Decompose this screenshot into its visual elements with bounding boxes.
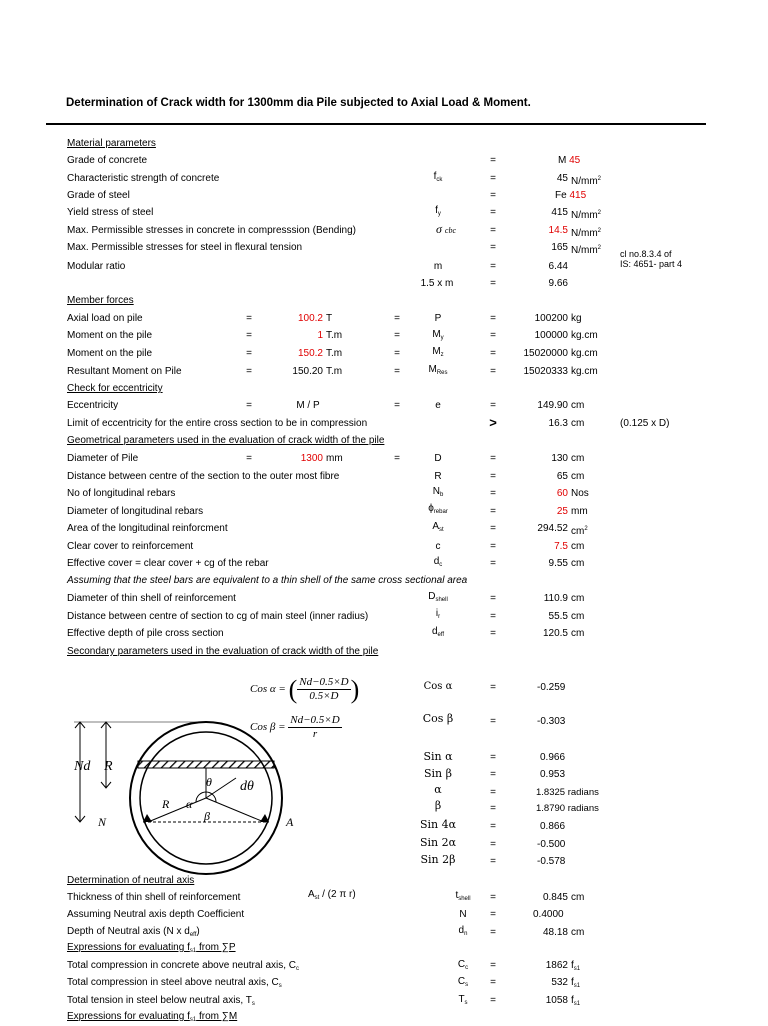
- sin-2beta-value: -0.578: [537, 856, 566, 867]
- sst-note-1: cl no.8.3.4 of: [620, 249, 672, 259]
- limit-label: Limit of eccentricity for the entire cross section to be in compression: [67, 418, 368, 429]
- n-coef-value: 0.4000: [533, 909, 564, 920]
- deff-value: 120.5: [542, 628, 568, 639]
- dc-value: 9.55: [548, 558, 568, 569]
- limit-value: 16.3: [548, 418, 568, 429]
- eq-sign: =: [490, 155, 496, 166]
- my-input-unit: T.m: [326, 330, 343, 341]
- section-material-heading: Material parameters: [67, 138, 156, 149]
- eq-sign: =: [490, 541, 496, 552]
- mz-unit: kg.cm: [571, 348, 598, 359]
- m-value: 6.44: [548, 261, 568, 272]
- nb-label: No of longitudinal rebars: [67, 488, 176, 499]
- sst-label: Max. Permissible stresses for steel in flexural tension: [67, 242, 303, 253]
- eq-sign: =: [246, 453, 252, 464]
- eq-sign: =: [490, 348, 496, 359]
- r-label: Distance between centre of the section to the outer most fibre: [67, 471, 340, 482]
- fck-value: 45: [556, 173, 568, 184]
- alpha-symbol: α: [434, 783, 442, 796]
- grade-concrete-value: M 45: [558, 155, 581, 166]
- r-symbol: R: [434, 471, 442, 482]
- eq-sign: =: [490, 803, 496, 814]
- eq-sign: =: [490, 769, 496, 780]
- phi-symbol: $\phi_{rebar}$: [428, 503, 448, 515]
- r-dim-label: R: [104, 759, 113, 774]
- m15-symbol: 1.5 x m: [420, 278, 454, 289]
- phi-label: Diameter of longitudinal rebars: [67, 506, 204, 517]
- eq-sign: =: [490, 190, 496, 201]
- mz-input: 150.2: [297, 348, 323, 359]
- eq-sign: =: [490, 400, 496, 411]
- scbc-unit: $N/mm^2$: [571, 228, 602, 239]
- mres-unit: kg.cm: [571, 366, 598, 377]
- m15-value: 9.66: [548, 278, 568, 289]
- eq-sign: =: [490, 995, 496, 1006]
- ts-unit: $f_{s1}$: [571, 995, 581, 1007]
- n-coef-label: Assuming Neutral axis depth Coefficient: [67, 909, 245, 920]
- limit-note: (0.125 x D): [620, 418, 670, 429]
- eq-sign: =: [490, 682, 496, 693]
- sin-4alpha-value: 0.866: [540, 821, 566, 832]
- p-value: 100200: [534, 313, 568, 324]
- gt-sign: >: [489, 415, 497, 430]
- section-fs1-p-heading: Expressions for evaluating $f_{s1}$ from ∑P: [67, 942, 236, 954]
- nb-symbol: $N_b$: [432, 486, 444, 498]
- eq-sign: =: [490, 977, 496, 988]
- eq-sign: =: [246, 366, 252, 377]
- cos-alpha-value: -0.259: [537, 682, 566, 693]
- nd-label: Nd: [74, 759, 91, 774]
- ast-label: Area of the longitudinal reinforcment: [67, 523, 228, 534]
- scbc-label: Max. Permissible stresses in concrete in compresssion (Bending): [67, 225, 356, 236]
- my-value: 100000: [534, 330, 568, 341]
- eq-sign: =: [490, 453, 496, 464]
- modular-ratio-label: Modular ratio: [67, 261, 126, 272]
- cos-alpha-formula: Cos α = ( $\frac{Nd-0.5\times D}{0.5\times D}$ ): [250, 675, 360, 704]
- r-value: 65: [556, 471, 568, 482]
- cs-symbol: $C_s$: [457, 976, 469, 988]
- eq-sign: =: [490, 242, 496, 253]
- ast-unit: $cm^2$: [571, 526, 588, 537]
- cc-symbol: $C_c$: [457, 959, 469, 971]
- eq-sign: =: [490, 960, 496, 971]
- fy-unit: $N/mm^2$: [571, 210, 602, 221]
- sst-note-2: IS: 4651- part 4: [620, 259, 683, 269]
- grade-steel-value: Fe 415: [555, 190, 587, 201]
- alpha-value: 1.8325 radians: [536, 787, 599, 798]
- e-symbol: e: [435, 400, 441, 411]
- pile-section-diagram: [66, 718, 336, 878]
- mres-value: 15020333: [523, 366, 568, 377]
- eq-sign: =: [490, 628, 496, 639]
- fck-symbol: $f_{ck}$: [433, 171, 443, 183]
- cover-value: 7.5: [554, 541, 568, 552]
- grade-concrete-label: Grade of concrete: [67, 155, 148, 166]
- dc-unit: cm: [571, 558, 585, 569]
- section-member-heading: Member forces: [67, 295, 134, 306]
- eq-sign: =: [490, 261, 496, 272]
- c-symbol: c: [435, 541, 441, 552]
- axial-input: 100.2: [297, 313, 323, 324]
- section-ecc-heading: Check for eccentricity: [67, 383, 163, 394]
- my-symbol: $M_y$: [432, 329, 444, 341]
- sin-beta-value: 0.953: [540, 769, 566, 780]
- my-label: Moment on the pile: [67, 330, 153, 341]
- fck-label: Characteristic strength of concrete: [67, 173, 220, 184]
- theta-label: θ: [206, 775, 212, 789]
- alpha-label: α: [186, 797, 193, 811]
- eq-sign: =: [490, 207, 496, 218]
- phi-unit: mm: [571, 506, 588, 517]
- cc-value: 1862: [545, 960, 568, 971]
- na-marker-right: [260, 814, 269, 822]
- eq-sign: =: [490, 892, 496, 903]
- cc-unit: $f_{s1}$: [571, 960, 581, 972]
- sin-4alpha-symbol: Sin 4α: [419, 818, 457, 831]
- beta-symbol: β: [434, 799, 442, 812]
- d-symbol: D: [434, 453, 442, 464]
- ri-label: Distance between centre of section to cg of main steel (inner radius): [67, 611, 369, 622]
- eq-sign: =: [490, 173, 496, 184]
- mres-symbol: $M_{Res}$: [428, 364, 448, 376]
- beta-value: 1.8790 radians: [536, 803, 599, 814]
- dia-label: Diameter of Pile: [67, 453, 139, 464]
- dn-unit: cm: [571, 927, 585, 938]
- cos-beta-value: -0.303: [537, 716, 566, 727]
- ri-value: 55.5: [548, 611, 568, 622]
- dshell-symbol: $D_{shell}$: [428, 591, 448, 603]
- d-unit: cm: [571, 453, 585, 464]
- tshell-formula: $A_{st} / (2$ π r): [308, 889, 356, 901]
- eq-sign: =: [394, 400, 400, 411]
- eq-sign: =: [490, 366, 496, 377]
- eq-sign: =: [246, 400, 252, 411]
- e-unit: cm: [571, 400, 585, 411]
- ts-symbol: $T_s$: [458, 994, 468, 1006]
- sin-2beta-symbol: Sin 2β: [420, 853, 456, 866]
- sst-value: 165: [551, 242, 568, 253]
- deff-unit: cm: [571, 628, 585, 639]
- eq-sign: =: [490, 278, 496, 289]
- section-fs1-m-heading: Expressions for evaluating $f_{s1}$ from ∑M: [67, 1011, 238, 1023]
- eq-sign: =: [490, 225, 496, 236]
- dia-input-unit: mm: [326, 453, 343, 464]
- grade-steel-label: Grade of steel: [67, 190, 130, 201]
- limit-unit: cm: [571, 418, 585, 429]
- compression-strip: [138, 761, 274, 768]
- eq-sign: =: [394, 453, 400, 464]
- eq-sign: =: [246, 330, 252, 341]
- fck-unit: $N/mm^2$: [571, 176, 602, 187]
- eq-sign: =: [490, 787, 496, 798]
- mres-input-unit: T.m: [326, 366, 343, 377]
- mres-input: 150.20: [292, 366, 323, 377]
- sin-2alpha-value: -0.500: [537, 839, 566, 850]
- eq-sign: =: [490, 330, 496, 341]
- eq-sign: =: [490, 752, 496, 763]
- section-neutral-heading: Determination of neutral axis: [67, 875, 195, 886]
- ts-value: 1058: [545, 995, 568, 1006]
- ri-unit: cm: [571, 611, 585, 622]
- dshell-unit: cm: [571, 593, 585, 604]
- dtheta-label: dθ: [240, 779, 254, 794]
- my-unit: kg.cm: [571, 330, 598, 341]
- fy-value: 415: [551, 207, 568, 218]
- eq-sign: =: [490, 927, 496, 938]
- dshell-label: Diameter of thin shell of reinforcement: [67, 593, 236, 604]
- ast-symbol: $A_{st}$: [432, 521, 444, 533]
- eq-sign: =: [490, 821, 496, 832]
- phi-value: 25: [556, 506, 568, 517]
- p-symbol: P: [434, 313, 442, 324]
- cos-beta-formula: Cos β = $\frac{Nd-0.5\times D}{r}$: [250, 714, 340, 740]
- fy-symbol: $f_y$: [435, 205, 441, 217]
- tshell-unit: cm: [571, 892, 585, 903]
- ri-symbol: $i_r$: [435, 608, 441, 620]
- axial-input-unit: T: [326, 313, 333, 324]
- mz-input-unit: T.m: [326, 348, 343, 359]
- mz-symbol: $M_z$: [432, 346, 444, 358]
- cover-unit: cm: [571, 541, 585, 552]
- scbc-symbol: σ cbc: [435, 222, 457, 236]
- p-unit: kg: [571, 313, 582, 324]
- eq-sign: =: [490, 558, 496, 569]
- eq-sign: =: [490, 593, 496, 604]
- eq-sign: =: [490, 611, 496, 622]
- deff-label: Effective depth of pile cross section: [67, 628, 224, 639]
- n-coef-symbol: N: [459, 909, 467, 920]
- sin-2alpha-symbol: Sin 2α: [419, 836, 457, 849]
- eq-sign: =: [490, 523, 496, 534]
- eq-sign: =: [490, 839, 496, 850]
- dshell-value: 110.9: [543, 593, 568, 604]
- n-label: N: [98, 815, 107, 829]
- eq-sign: =: [394, 313, 400, 324]
- radius-label: R: [162, 797, 170, 811]
- cc-label: Total compression in concrete above neutral axis, $C_c$: [67, 960, 300, 972]
- page-title: Determination of Crack width for 1300mm dia Pile subjected to Axial Load & Moment.: [66, 97, 531, 109]
- dc-symbol: $d_c$: [433, 556, 443, 568]
- eq-sign: =: [490, 471, 496, 482]
- assumption-note: Assuming that the steel bars are equivalent to a thin shell of the same cross sectional area: [67, 575, 468, 586]
- eq-sign: =: [490, 856, 496, 867]
- sin-alpha-value: 0.966: [540, 752, 566, 763]
- eq-sign: =: [246, 313, 252, 324]
- eq-sign: =: [490, 909, 496, 920]
- tshell-label: Thickness of thin shell of reinforcement: [67, 892, 241, 903]
- eq-sign: =: [246, 348, 252, 359]
- tshell-value: 0.845: [542, 892, 568, 903]
- cs-unit: $f_{s1}$: [571, 977, 581, 989]
- eq-sign: =: [490, 313, 496, 324]
- dn-value: 48.18: [542, 927, 568, 938]
- eq-sign: =: [394, 330, 400, 341]
- sin-beta-symbol: Sin β: [424, 767, 452, 780]
- m-symbol: m: [433, 261, 443, 272]
- sst-unit: $N/mm^2$: [571, 245, 602, 256]
- na-marker-left: [143, 814, 152, 822]
- dn-label: Depth of Neutral axis (N x $d_{eff}$): [67, 926, 200, 938]
- eq-sign: =: [394, 366, 400, 377]
- d-value: 130: [551, 453, 568, 464]
- eq-sign: =: [490, 488, 496, 499]
- sin-alpha-symbol: Sin α: [423, 750, 453, 763]
- r-unit: cm: [571, 471, 585, 482]
- nb-value: 60: [556, 488, 568, 499]
- section-geom-heading: Geometrical parameters used in the evaluation of crack width of the pile: [67, 435, 385, 446]
- section-secondary-heading: Secondary parameters used in the evaluation of crack width of the pile: [67, 646, 379, 657]
- ts-label: Total tension in steel below neutral axis, $T_s$: [67, 995, 255, 1007]
- e-value: 149.90: [537, 400, 568, 411]
- beta-label: β: [204, 809, 210, 823]
- eq-sign: =: [394, 348, 400, 359]
- fy-label: Yield stress of steel: [67, 207, 154, 218]
- mz-label: Moment on the pile: [67, 348, 153, 359]
- cover-label: Clear cover to reinforcement: [67, 541, 194, 552]
- mz-value: 15020000: [523, 348, 568, 359]
- title-rule: [46, 123, 706, 125]
- scbc-value: 14.5: [548, 225, 568, 236]
- my-input: 1: [317, 330, 323, 341]
- ast-value: 294.52: [537, 523, 568, 534]
- dn-symbol: $d_n$: [458, 925, 468, 937]
- cos-beta-symbol: Cos β: [422, 712, 454, 725]
- eq-sign: =: [490, 716, 496, 727]
- cs-value: 532: [551, 977, 568, 988]
- nb-unit: Nos: [571, 488, 589, 499]
- a-label: A: [286, 815, 294, 829]
- mres-label: Resultant Moment on Pile: [67, 366, 182, 377]
- dc-label: Effective cover = clear cover + cg of the rebar: [67, 558, 269, 569]
- ecc-label: Eccentricity: [67, 400, 119, 411]
- eq-sign: =: [490, 506, 496, 517]
- ecc-formula: M / P: [296, 400, 320, 411]
- axial-label: Axial load on pile: [67, 313, 143, 324]
- dia-input: 1300: [300, 453, 323, 464]
- cos-alpha-symbol: Cos α: [423, 681, 453, 692]
- tshell-symbol: $t_{shell}$: [455, 890, 471, 902]
- deff-symbol: $d_{eff}$: [431, 626, 445, 638]
- cs-label: Total compression in steel above neutral axis, $C_s$: [67, 977, 282, 989]
